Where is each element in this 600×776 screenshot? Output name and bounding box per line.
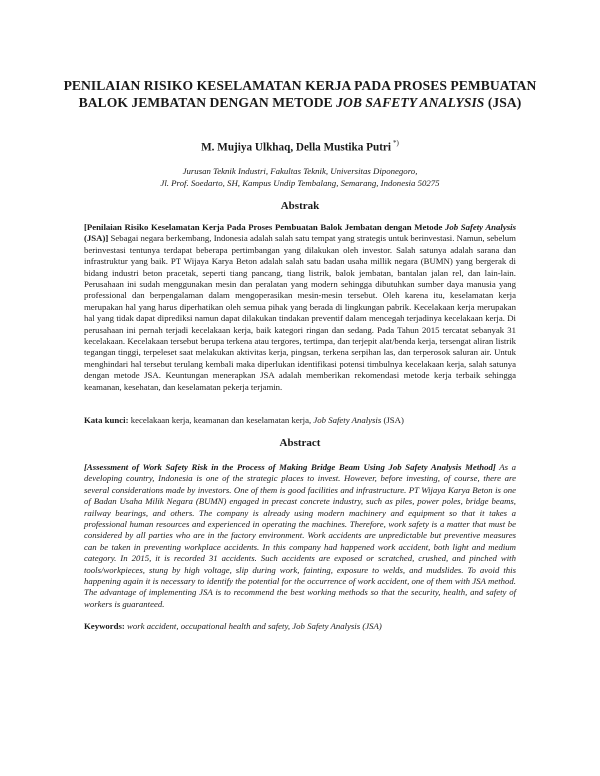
- paper-title: [60, 77, 540, 111]
- abstract-body: [84, 462, 516, 610]
- abstrak-lead-close: (JSA)]: [84, 233, 109, 244]
- abstract-keywords: [84, 621, 516, 632]
- affiliation: [60, 165, 540, 189]
- abstract-keywords-label: Keywords:: [84, 621, 125, 631]
- abstrak-heading: Abstrak: [280, 200, 320, 212]
- abstrak-keywords-label: Kata kunci:: [84, 415, 129, 425]
- abstrak-keywords: [84, 415, 516, 426]
- abstrak-keywords-plain: kecelakaan kerja, keamanan dan keselamatan kerja,: [128, 415, 314, 425]
- title-line-2-tail: (JSA): [484, 95, 522, 110]
- abstrak-lead-open: [Penilaian Risiko Keselamatan Kerja Pada Proses Pembuatan Balok Jembatan dengan Metode: [84, 222, 445, 232]
- abstrak-body-text: Sebagai negara berkembang, Indonesia adalah salah satu tempat yang strategis untuk berinvestasi. Namun, sebelum berinvestasi tentunya terdapat beberapa pertimbangan yang dilakukan oleh investor. Salah satunya adalah sarana dan infrastruktur yang baik. PT Wijaya Karya Beton adalah salah satu badan usaha millik negara (BUMN) yang bergerak di bidang industri beton pracetak, seperti tiang pancang, tiang listrik, balok jembatan, bantalan jalan rel, dan lain-lain. Perusahaan ini sudah menggunakan mesin dan peralatan yang modern sehingga dibutuhkan sumber daya manusia yang professional dan berpengalaman dalam mengoperasikan mesin-mesin tersebut. Oleh karena itu, keselamatan kerja merupakan hal yang harus diperhatikan oleh semua pihak yang berada di lingkungan pabrik. Kecelakaan kerja merupakan hal yang tidak dapat diprediksi namun dapat dilakukan tindakan preventif dalam mencegah terjadinya kecelakaan kerja. Di perusahaan ini pernah terjadi kecelakaan kerja, baik kategori ringan dan sedang. Pada Tahun 2015 tercatat sebanyak 31 kecelakaan. Kecelakaan tersebut berupa terkena atau tergores, tertimpa, dan terjepit alat/benda kerja, tersengat aliran listrik tegangan tinggi, terpeleset saat melakukan aktivitas kerja, pingsan, terkena serpihan las, dan terperosok saluran air. Untuk menghindari hal tersebut terulang kembali maka diperlukan identifikasi potensi timbulnya kecelakaan kerja, salah satunya dengan metode JSA. Keuntungan menerapkan JSA adalah memberikan rekomendasi metode kerja terbaik sehingga keamanan, kesehatan, dan keselamatan pekerja terjamin.: [84, 233, 516, 392]
- corresponding-author-mark: *): [393, 139, 399, 147]
- abstract-body-text: As a developing country, Indonesia is one of the strategic places to invest. However, before investing, of course, there are several considerations made by investors. One of them is good facilities and infrastructure. PT Wijaya Karya Beton is one of Badan Usaha Milik Negara (BUMN) engaged in precast concrete industry, such as piles, power poles, bridge beams, railway bearings, and others. The company is already using modern machinery and equipment so that it takes a professional human resources and experienced in operating the machines. Therefore, work safety is a matter that must be considered by all parties who are in the factory environment. Work accidents are unpredictable but preventive measures can be taken in preventing workplace accidents. In this company had happened work accident, both light and medium category. In 2015, it is recorded 31 accidents. Such accidents are exposed or scratched, crushed, and pinched with tools/workpieces, stung by high voltage, slip during work, fainting, exposure to welds, and mudslides. To avoid this happening again it is necessary to identify the potential for the occurrence of work accident, one of them with JSA method. The advantage of implementing JSA is to recommend the best working methods so that the security, health, and safety of workers is guaranteed.: [84, 462, 517, 609]
- author-names: M. Mujiya Ulkhaq, Della Mustika Putri: [201, 141, 392, 154]
- abstract-lead: [Assessment of Work Safety Risk in the Process of Making Bridge Beam Using Job Safety Analysis Method]: [84, 462, 496, 472]
- abstrak-keywords-italic: Job Safety Analysis: [313, 415, 382, 425]
- abstrak-lead-italic: Job Safety Analysis: [444, 222, 516, 232]
- abstract-heading: Abstract: [279, 437, 321, 449]
- abstract-keywords-text: work accident, occupational health and safety, Job Safety Analysis (JSA): [124, 621, 382, 631]
- affiliation-line-1: Jurusan Teknik Industri, Fakultas Teknik, Universitas Diponegoro,: [182, 166, 418, 176]
- title-line-2: [60, 94, 540, 111]
- author-list: [60, 137, 540, 155]
- title-line-1: PENILAIAN RISIKO KESELAMATAN KERJA PADA PROSES PEMBUATAN: [63, 78, 537, 93]
- abstrak-body: [84, 222, 516, 393]
- title-line-2-plain: BALOK JEMBATAN DENGAN METODE: [78, 95, 337, 110]
- title-line-2-italic: JOB SAFETY ANALYSIS: [336, 95, 485, 110]
- abstrak-keywords-tail: (JSA): [381, 415, 404, 425]
- affiliation-line-2: Jl. Prof. Soedarto, SH, Kampus Undip Tembalang, Semarang, Indonesia 50275: [160, 178, 440, 188]
